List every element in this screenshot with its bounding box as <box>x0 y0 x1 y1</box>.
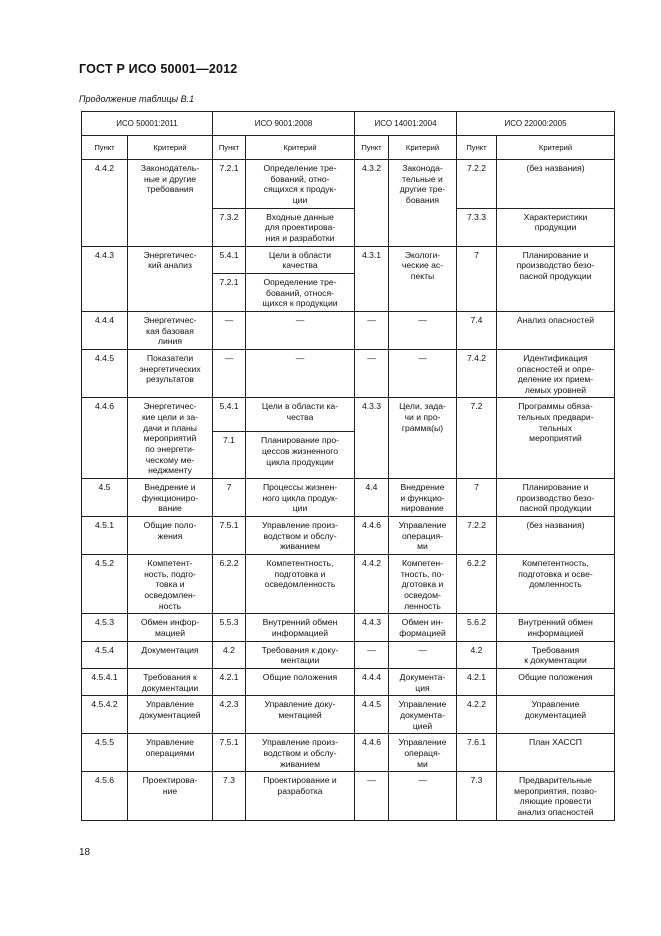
table-cell: Компетен- тность, по- дготовка и осведом- ленность <box>389 555 457 614</box>
table-cell: Идентификация опасностей и опре- деление их прием- лемых уровней <box>497 349 615 398</box>
table-cell: — <box>355 349 389 398</box>
table-cell: 5.5.3 <box>213 614 246 641</box>
table-cell: 7 <box>457 246 497 311</box>
table-cell: Планирование и производство безо- пасной продукции <box>497 479 615 517</box>
table-cell: 7.3 <box>213 772 246 821</box>
table-cell: Показатели энергетических результатов <box>128 349 213 398</box>
table-cell: Обмен инфор- мацией <box>128 614 213 641</box>
table-cell: 5.4.1 <box>213 398 246 432</box>
table-cell: Требования к документации <box>128 668 213 695</box>
table-cell: 4.2 <box>457 641 497 668</box>
table-cell: 7.2.1 <box>213 160 246 209</box>
table-cell: Управление операця- ми <box>389 734 457 772</box>
table-cell: (без названия) <box>497 160 615 209</box>
table-cell: 4.4.4 <box>355 668 389 695</box>
table-cell: Управление операциями <box>128 734 213 772</box>
table-cell: 4.4.3 <box>355 614 389 641</box>
table-cell: Управление произ- водством и обслу- живанием <box>246 734 355 772</box>
table-cell: Процессы жизнен- ного цикла продук- ции <box>246 479 355 517</box>
table-cell: 7.2.2 <box>457 517 497 555</box>
table-cell: 4.5.4.1 <box>82 668 128 695</box>
table-cell: Цели в области качества <box>246 246 355 273</box>
table-cell: — <box>389 641 457 668</box>
table-caption: Продолжение таблицы В.1 <box>79 94 195 104</box>
table-cell: 4.4.6 <box>355 517 389 555</box>
table-row <box>82 246 615 273</box>
standard-header-iso9001: ИСО 9001:2008 <box>213 112 355 136</box>
table-cell: — <box>213 349 246 398</box>
table-cell: Программы обяза- тельных предвари- тельных мероприятий <box>497 398 615 479</box>
table-body <box>82 160 615 821</box>
table-cell: — <box>355 311 389 349</box>
table-cell: 7.2.2 <box>457 160 497 209</box>
table-cell: 4.5.1 <box>82 517 128 555</box>
table-cell: 7.4 <box>457 311 497 349</box>
subheader-criterion: Критерий <box>389 136 457 160</box>
table-cell: 4.2.3 <box>213 696 246 734</box>
table-cell: Проектирование и разработка <box>246 772 355 821</box>
table-cell: Определение тре- бований, относя- щихся к продукции <box>246 273 355 311</box>
table-cell: 4.4.4 <box>82 311 128 349</box>
table-cell: — <box>355 641 389 668</box>
table-cell: 4.4.5 <box>355 696 389 734</box>
table-cell: — <box>213 311 246 349</box>
table-cell: 4.4 <box>355 479 389 517</box>
table-cell: 6.2.2 <box>457 555 497 614</box>
table-cell: Управление произ- водством и обслу- живанием <box>246 517 355 555</box>
table-cell: Характеристики продукции <box>497 208 615 246</box>
table-row <box>82 160 615 209</box>
table-cell: 4.5 <box>82 479 128 517</box>
table-row <box>82 349 615 398</box>
table-cell: Компетентность, подготовка и осве- домленность <box>497 555 615 614</box>
standard-header-iso14001: ИСО 14001:2004 <box>355 112 457 136</box>
table-cell: 7.1 <box>213 432 246 479</box>
table-cell: 4.5.6 <box>82 772 128 821</box>
table-row <box>82 734 615 772</box>
table-cell: 4.2.2 <box>457 696 497 734</box>
table-cell: Управление документацией <box>497 696 615 734</box>
standard-header-iso50001: ИСО 50001:2011 <box>82 112 213 136</box>
table-cell: Управление доку- ментацией <box>246 696 355 734</box>
table-cell: 4.4.2 <box>355 555 389 614</box>
table-cell: Документа- ция <box>389 668 457 695</box>
table-cell: 7.2.1 <box>213 273 246 311</box>
table-cell: 7 <box>457 479 497 517</box>
table-cell: Энергетичес- кая базовая линия <box>128 311 213 349</box>
table-row <box>82 555 615 614</box>
table-cell: 4.4.6 <box>82 398 128 479</box>
table-cell: Законода- тельные и другие тре- бования <box>389 160 457 247</box>
table-cell: 7.3 <box>457 772 497 821</box>
table-cell: 4.2.1 <box>213 668 246 695</box>
subheader-clause: Пункт <box>457 136 497 160</box>
table-cell: 4.3.1 <box>355 246 389 311</box>
table-cell: 5.6.2 <box>457 614 497 641</box>
table-cell: Проектирова- ние <box>128 772 213 821</box>
table-cell: 7.2 <box>457 398 497 479</box>
standard-header-iso22000: ИСО 22000:2005 <box>457 112 615 136</box>
table-cell: 4.5.2 <box>82 555 128 614</box>
subheader-clause: Пункт <box>355 136 389 160</box>
table-cell: 7.5.1 <box>213 734 246 772</box>
table-row <box>82 517 615 555</box>
table-cell: 4.4.2 <box>82 160 128 247</box>
table-cell: Общие поло- жения <box>128 517 213 555</box>
table-row <box>82 772 615 821</box>
table-cell: 4.3.3 <box>355 398 389 479</box>
table-cell: 4.5.4.2 <box>82 696 128 734</box>
table-cell: Обмен ин- формацией <box>389 614 457 641</box>
table-row <box>82 668 615 695</box>
table-cell: Планирование про- цессов жизненного цикла продукции <box>246 432 355 479</box>
table-cell: — <box>389 772 457 821</box>
table-cell: Документация <box>128 641 213 668</box>
table-cell: 5.4.1 <box>213 246 246 273</box>
table-cell: План ХАССП <box>497 734 615 772</box>
table-cell: 4.5.5 <box>82 734 128 772</box>
subheader-clause: Пункт <box>213 136 246 160</box>
table-cell: Управление документацией <box>128 696 213 734</box>
table-cell: Управление операция- ми <box>389 517 457 555</box>
table-cell: 7.3.2 <box>213 208 246 246</box>
table-row <box>82 696 615 734</box>
subheader-criterion: Критерий <box>246 136 355 160</box>
table-cell: Энергетичес- кие цели и за- дачи и планы мероприятий по энергети- ческому ме- неджменту <box>128 398 213 479</box>
document-title: ГОСТ Р ИСО 50001—2012 <box>79 62 238 76</box>
table-cell: 6.2.2 <box>213 555 246 614</box>
table-cell: 4.3.2 <box>355 160 389 247</box>
table-cell: 7.5.1 <box>213 517 246 555</box>
subheader-clause: Пункт <box>82 136 128 160</box>
table-cell: Законодатель- ные и другие требования <box>128 160 213 247</box>
subheader-criterion: Критерий <box>497 136 615 160</box>
table-row <box>82 479 615 517</box>
table-cell: 4.5.4 <box>82 641 128 668</box>
table-cell: Цели в области ка- чества <box>246 398 355 432</box>
correspondence-table <box>81 111 615 821</box>
table-cell: — <box>246 349 355 398</box>
table-cell: Общие положения <box>497 668 615 695</box>
table-cell: Анализ опасностей <box>497 311 615 349</box>
table-cell: 7.6.1 <box>457 734 497 772</box>
table-cell: Предварительные мероприятия, позво- ляющие провести анализ опасностей <box>497 772 615 821</box>
table-cell: 4.4.3 <box>82 246 128 311</box>
table-cell: 4.4.6 <box>355 734 389 772</box>
table-cell: — <box>389 311 457 349</box>
table-cell: 4.5.3 <box>82 614 128 641</box>
table-cell: Внедрение и функцио- нирование <box>389 479 457 517</box>
table-row <box>82 641 615 668</box>
table-cell: Компетент- ность, подго- товка и осведомлен- ность <box>128 555 213 614</box>
table-cell: (без названия) <box>497 517 615 555</box>
table-cell: Компетентность, подготовка и осведомленность <box>246 555 355 614</box>
table-cell: Определение тре- бований, отно- сящихся к продук- ции <box>246 160 355 209</box>
table-cell: Требования к документации <box>497 641 615 668</box>
table-cell: Общие положения <box>246 668 355 695</box>
table-cell: — <box>389 349 457 398</box>
table-cell: 4.2 <box>213 641 246 668</box>
table-cell: Энергетичес- кий анализ <box>128 246 213 311</box>
table-row <box>82 614 615 641</box>
table-cell: Внедрение и функциониро- вание <box>128 479 213 517</box>
table-cell: Экологи- ческие ас- пекты <box>389 246 457 311</box>
table-cell: Внутренний обмен информацией <box>497 614 615 641</box>
table-cell: Входные данные для проектирова- ния и разработки <box>246 208 355 246</box>
subheader-criterion: Критерий <box>128 136 213 160</box>
table-cell: Планирование и производство безо- пасной продукции <box>497 246 615 311</box>
table-cell: Требования к доку- ментации <box>246 641 355 668</box>
table-cell: 7 <box>213 479 246 517</box>
table-cell: Внутренний обмен информацией <box>246 614 355 641</box>
table-row <box>82 311 615 349</box>
table-cell: — <box>355 772 389 821</box>
table-cell: 4.2.1 <box>457 668 497 695</box>
table-cell: 7.4.2 <box>457 349 497 398</box>
table-cell: 7.3.3 <box>457 208 497 246</box>
table-cell: Управление документа- цией <box>389 696 457 734</box>
table-cell: 4.4.5 <box>82 349 128 398</box>
table-row <box>82 398 615 432</box>
table-cell: Цели, зада- чи и про- грамма(ы) <box>389 398 457 479</box>
table-cell: — <box>246 311 355 349</box>
page-number: 18 <box>79 847 91 858</box>
